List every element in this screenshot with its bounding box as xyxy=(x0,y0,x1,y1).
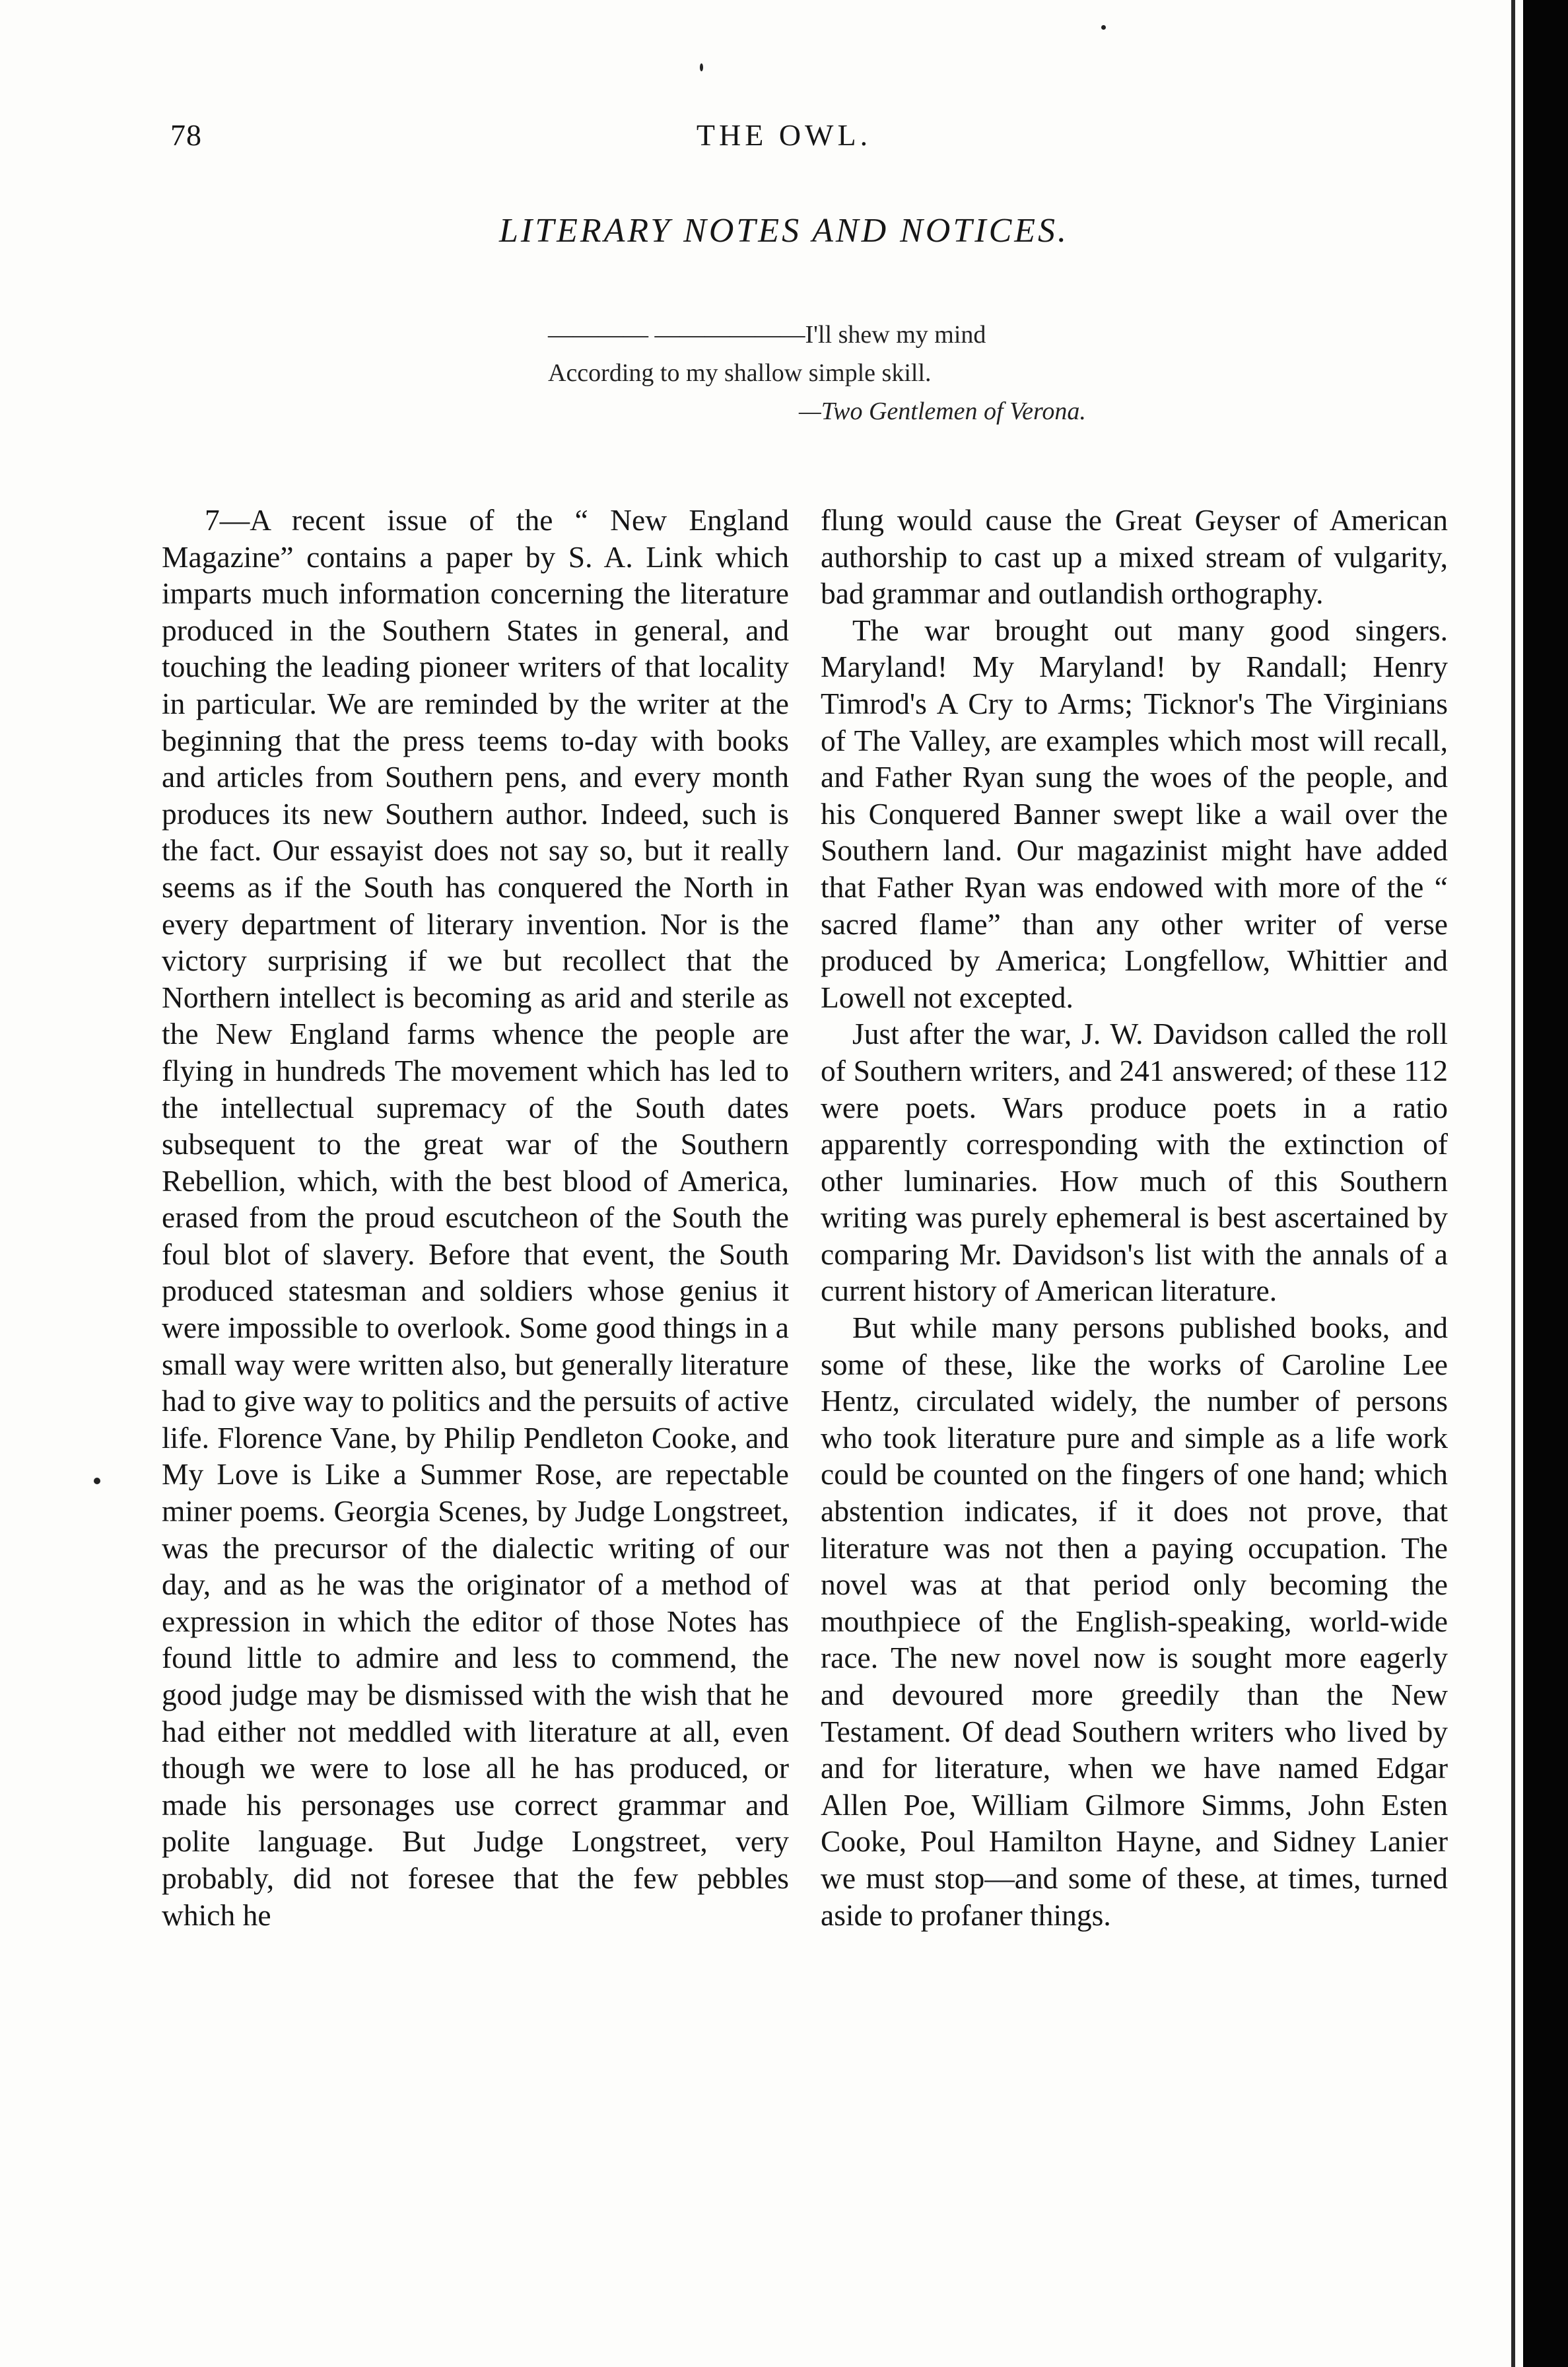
right-paragraph-2: The war brought out many good singers. Maryland! My Maryland! by Randall; Henry Timrod's A Cry to Arms; Ticknor's The Virginians of The Valley, are examples which most will recall, and Father Ryan sung the woes of the people, and his Conquered Banner swept like a wail over the Southern land. Our magazinist might have added that Father Ryan was endowed with more of the “ sacred flame” than any other writer of verse produced by America; Longfellow, Whittier and Lowell not excepted. xyxy=(821,613,1448,1014)
right-paragraph-3: Just after the war, J. W. Davidson called the roll of Southern writers, and 241 answered; of these 112 were poets. Wars produce poets in a ratio apparently corresponding with the extinction of other luminaries. How much of this Southern writing was purely ephemeral is best ascertained by comparing Mr. Davidson's list with the annals of a current history of American literature. xyxy=(821,1017,1448,1308)
right-column xyxy=(821,502,1448,1933)
scan-edge-bar xyxy=(1523,0,1568,2367)
left-column xyxy=(162,502,789,1933)
right-paragraph-4: But while many persons published books, and some of these, like the works of Caroline Lee Hentz, circulated widely, the number of persons who took literature pure and simple as a life work could be counted on the fingers of one hand; which abstention indicates, if it does not prove, that literature was not then a paying occupation. The novel was at that period only becoming the mouthpiece of the English-speaking, world-wide race. The new novel now is sought more eagerly and devoured more greedily than the New Testament. Of dead Southern writers who lived by and for literature, when we have named Edgar Allen Poe, William Gilmore Simms, John Esten Cooke, Poul Hamilton Hayne, and Sidney Lanier we must stop—and some of these, at times, turned aside to profaner things. xyxy=(821,1311,1448,1932)
page-number: 78 xyxy=(170,118,202,152)
section-title: LITERARY NOTES AND NOTICES. xyxy=(498,212,1070,250)
scan-speck xyxy=(700,63,703,71)
scan-edge-line xyxy=(1511,0,1515,2367)
epigraph-line-1: ———— ——————I'll shew my mind xyxy=(548,321,986,349)
right-paragraph-1: flung would cause the Great Geyser of American authorship to cast up a mixed stream of vulgarity, bad grammar and outlandish orthography. xyxy=(821,503,1448,611)
running-head: THE OWL. xyxy=(696,118,872,152)
margin-bullet xyxy=(94,1478,100,1484)
epigraph-line-2: According to my shallow simple skill. xyxy=(548,359,932,387)
left-paragraph-1: 7—A recent issue of the “ New England Magazine” contains a paper by S. A. Link which imparts much information concerning the literature produced in the Southern States in general, and touching the leading pioneer writers of that locality in particular. We are reminded by the writer at the beginning that the press teems to-day with books and articles from Southern pens, and every month produces its new Southern author. Indeed, such is the fact. Our essayist does not say so, but it really seems as if the South has conquered the North in every department of literary invention. Nor is the victory surprising if we but recollect that the Northern intellect is becoming as arid and sterile as the New England farms whence the people are flying in hundreds The movement which has led to the intellectual supremacy of the South dates subsequent to the great war of the Southern Rebellion, which, with the best blood of America, erased from the proud escutcheon of the South the foul blot of slavery. Before that event, the South produced statesman and soldiers whose genius it were impossible to overlook. Some good things in a small way were written also, but generally literature had to give way to politics and the persuits of active life. Florence Vane, by Philip Pendleton Cooke, and My Love is Like a Summer Rose, are repectable miner poems. Georgia Scenes, by Judge Longstreet, was the precursor of the dialectic writing of our day, and as he was the originator of a method of expression in which the editor of those Notes has found little to admire and less to commend, the good judge may be dismissed with the wish that he had either not meddled with literature at all, even though we were to lose all he has produced, or made his personages use correct grammar and polite language. But Judge Longstreet, very probably, did not foresee that the few pebbles which he xyxy=(162,503,789,1932)
epigraph-attribution: —Two Gentlemen of Verona. xyxy=(799,397,1086,425)
scan-speck xyxy=(1101,25,1106,30)
